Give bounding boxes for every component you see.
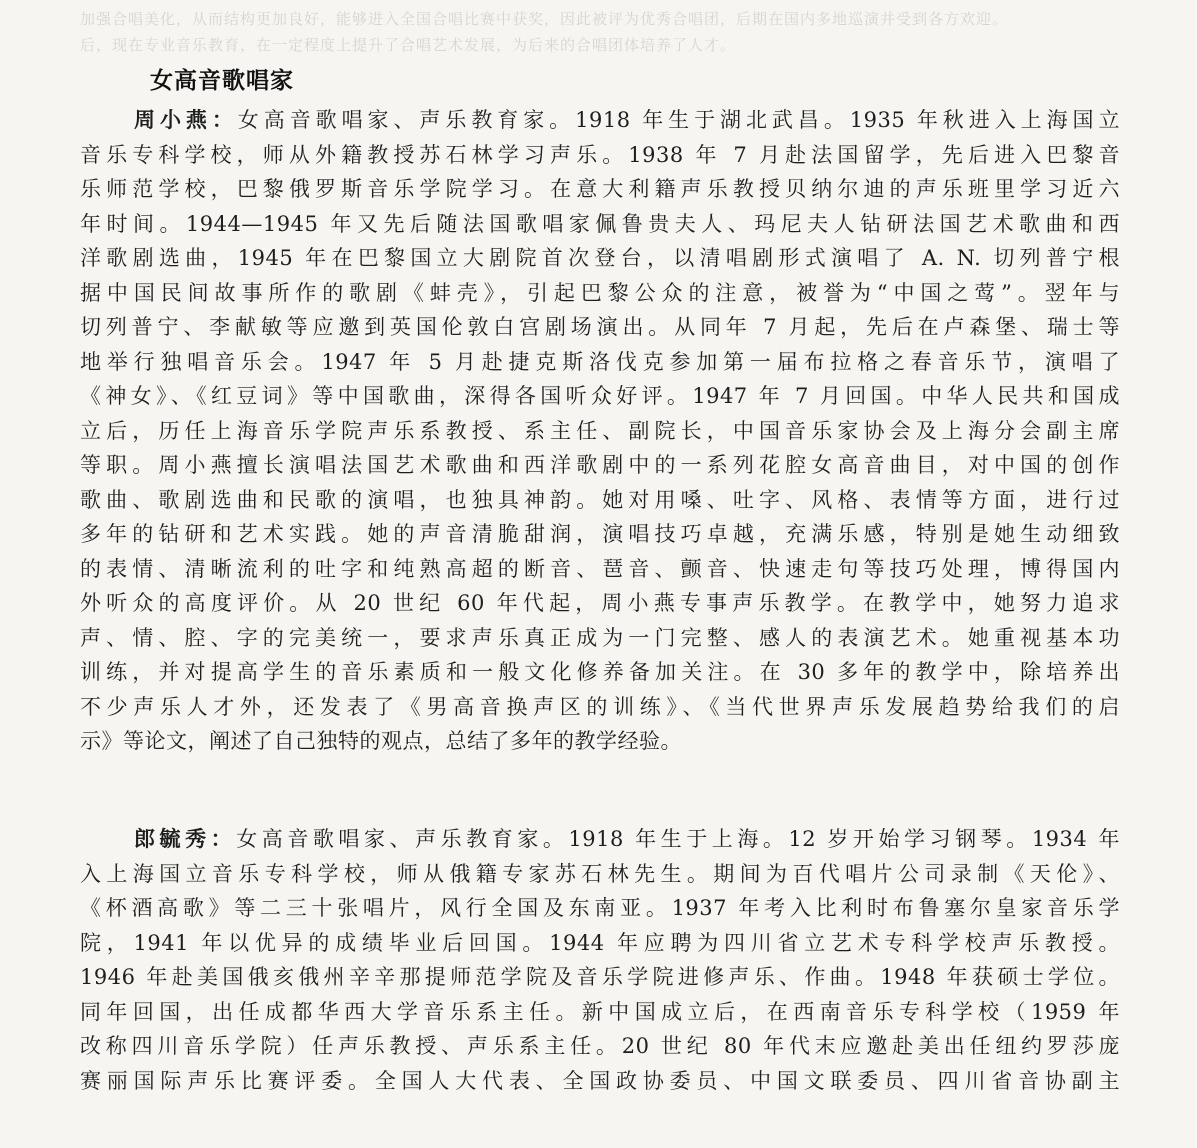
paragraph-line: 洋歌剧选曲，1945 年在巴黎国立大剧院首次登台，以清唱剧形式演唱了 A. N. 切列普宁根 bbox=[80, 246, 1120, 270]
bleed-through-line: 后，现在专业音乐教育，在一定程度上提升了合唱艺术发展，为后来的合唱团体培养了人才。 bbox=[80, 36, 737, 54]
paragraph-line bbox=[80, 103, 1120, 138]
paragraph-line: 示》等论文，阐述了自己独特的观点，总结了多年的教学经验。 bbox=[80, 729, 682, 753]
paragraph-line: 地举行独唱音乐会。1947 年 5 月赴捷克斯洛伐克参加第一届布拉格之春音乐节，演唱了 bbox=[80, 349, 1120, 374]
paragraph-line: 赛丽国际声乐比赛评委。全国人大代表、全国政协委员、中国文联委员、四川省音协副主 bbox=[80, 1068, 1120, 1093]
person-name: 周小燕： bbox=[134, 108, 238, 132]
paragraph-line: 入上海国立音乐专科学校，师从俄籍专家苏石林先生。期间为百代唱片公司录制《天伦》、 bbox=[80, 861, 1120, 886]
paragraph-line: 同年回国，出任成都华西大学音乐系主任。新中国成立后，在西南音乐专科学校（1959 年 bbox=[80, 999, 1120, 1024]
paragraph-line: 音乐专科学校，师从外籍教授苏石林学习声乐。1938 年 7 月赴法国留学，先后进入巴黎音 bbox=[80, 142, 1120, 167]
section-heading: 女高音歌唱家 bbox=[150, 68, 294, 94]
bleed-through-line: 加强合唱美化，从而结构更加良好，能够进入全国合唱比赛中获奖，因此被评为优秀合唱团，后期在国内多地巡演并受到各方欢迎。 bbox=[80, 10, 1009, 28]
paragraph-line: 《杯酒高歌》等二三十张唱片，风行全国及东南亚。1937 年考入比利时布鲁塞尔皇家音乐学 bbox=[80, 896, 1120, 920]
paragraph-line: 乐师范学校，巴黎俄罗斯音乐学院学习。在意大利籍声乐教授贝纳尔迪的声乐班里学习近六 bbox=[80, 177, 1120, 201]
line-text: 女高音歌唱家、声乐教育家。1918 年生于湖北武昌。1935 年秋进入上海国立 bbox=[237, 108, 1120, 132]
paragraph-line: 的表情、清晰流利的吐字和纯熟高超的断音、琶音、颤音、快速走句等技巧处理，博得国内 bbox=[80, 556, 1120, 581]
paragraph-line: 多年的钻研和艺术实践。她的声音清脆甜润，演唱技巧卓越，充满乐感，特别是她生动细致 bbox=[80, 522, 1120, 546]
bleed-through-text bbox=[80, 6, 1180, 58]
paragraph-line: 年时间。1944—1945 年又先后随法国歌唱家佩鲁贵夫人、玛尼夫人钻研法国艺术歌曲和西 bbox=[80, 211, 1120, 236]
paragraph-line: 声、情、腔、字的完美统一，要求声乐真正成为一门完整、感人的表演艺术。她重视基本功 bbox=[80, 625, 1120, 650]
line-text: 女高音歌唱家、声乐教育家。1918 年生于上海。12 岁开始学习钢琴。1934 年 bbox=[236, 827, 1120, 851]
paragraph-line: 改称四川音乐学院）任声乐教授、声乐系主任。20 世纪 80 年代末应邀赴美出任纽约罗莎庞 bbox=[80, 1034, 1120, 1058]
paragraph-line: 据中国民间故事所作的歌剧《蚌壳》，引起巴黎公众的注意，被誉为“中国之莺”。翌年与 bbox=[80, 280, 1120, 305]
paragraph-line: 外听众的高度评价。从 20 世纪 60 年代起，周小燕专事声乐教学。在教学中，她努力追求 bbox=[80, 591, 1120, 615]
paragraph-line: 院，1941 年以优异的成绩毕业后回国。1944 年应聘为四川省立艺术专科学校声乐教授。 bbox=[80, 930, 1120, 955]
biography-entry-lang-yuxiu bbox=[80, 822, 1120, 1098]
paragraph-line: 歌曲、歌剧选曲和民歌的演唱，也独具神韵。她对用嗓、吐字、风格、表情等方面，进行过 bbox=[80, 487, 1120, 512]
paragraph-line: 立后，历任上海音乐学院声乐系教授、系主任、副院长，中国音乐家协会及上海分会副主席 bbox=[80, 418, 1120, 443]
paragraph-line: 等职。周小燕擅长演唱法国艺术歌曲和西洋歌剧中的一系列花腔女高音曲目，对中国的创作 bbox=[80, 453, 1120, 477]
paragraph-line: 切列普宁、李献敏等应邀到英国伦敦白宫剧场演出。从同年 7 月起，先后在卢森堡、瑞士等 bbox=[80, 315, 1120, 339]
paragraph-line bbox=[80, 822, 1120, 857]
paragraph-line: 训练，并对提高学生的音乐素质和一般文化修养备加关注。在 30 多年的教学中，除培养出 bbox=[80, 660, 1120, 684]
person-name: 郎毓秀： bbox=[134, 827, 237, 851]
paragraph-line: 《神女》、《红豆词》等中国歌曲，深得各国听众好评。1947 年 7 月回国。中华人民共和国成 bbox=[80, 384, 1120, 408]
paragraph-line: 不少声乐人才外，还发表了《男高音换声区的训练》、《当代世界声乐发展趋势给我们的启 bbox=[80, 694, 1120, 719]
biography-entry-zhou-xiaoyan bbox=[80, 103, 1120, 759]
paragraph-line: 1946 年赴美国俄亥俄州辛辛那提师范学院及音乐学院进修声乐、作曲。1948 年获硕士学位。 bbox=[80, 965, 1120, 989]
